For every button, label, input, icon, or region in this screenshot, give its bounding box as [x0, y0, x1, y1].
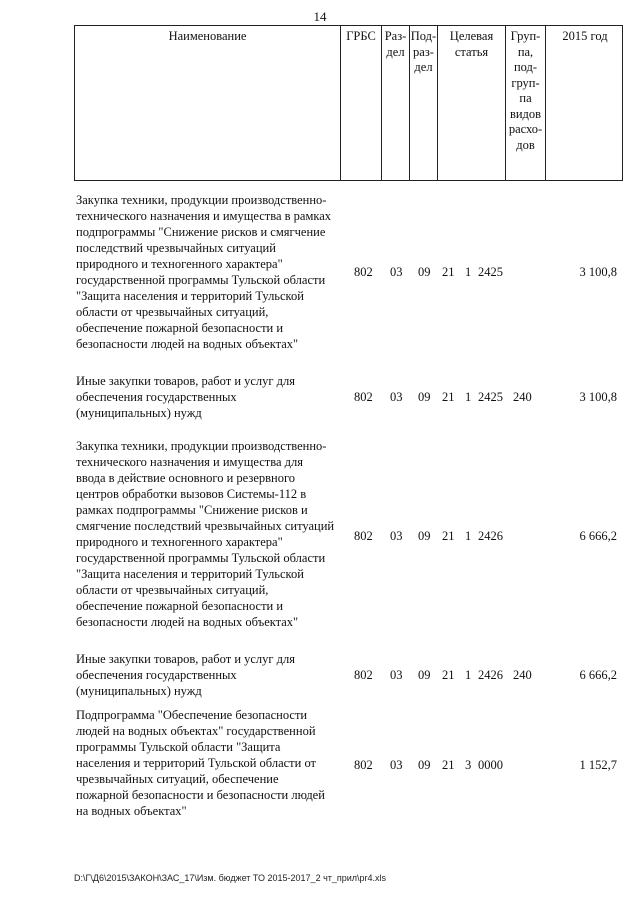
row-name: Закупка техники, продукции производственно- технического назначения и имущества в рамках подпрограммы "Снижение рисков и смягчение последствий чрезвычайных ситуаций природного и техногенного характера" государственной программы Тульской области "Защита населения и территорий Тульской области от чрезвычайных ситуаций, обеспечение пожарной безопасности и безопасности людей на водных объектах": [76, 193, 332, 351]
row-cs-direction: 0000: [478, 758, 503, 772]
row-vid-rashodov: 240: [513, 390, 532, 404]
row-cs-direction: 2426: [478, 529, 503, 543]
table-header: [74, 25, 623, 181]
row-amount: 3 100,8: [579, 265, 617, 279]
row-razdel: 03: [390, 668, 403, 682]
page-number: 14: [313, 9, 327, 24]
row-amount: 3 100,8: [579, 390, 617, 404]
row-cs-subprogram: 1: [465, 390, 472, 404]
row-razdel: 03: [390, 758, 403, 772]
header-year-2015: 2015 год: [562, 29, 608, 43]
row-cs-subprogram: 1: [465, 668, 472, 682]
header-podrazdel: Под- раз- дел: [410, 26, 438, 180]
header-gruppa-vidov-rashodov: Груп- па, под- груп- па видов расхо- дов: [506, 26, 546, 180]
row-cs-program: 21: [442, 529, 455, 543]
table-row: [74, 438, 623, 632]
row-podrazdel: 09: [418, 529, 431, 543]
table-row: [74, 651, 623, 701]
row-podrazdel: 09: [418, 390, 431, 404]
row-razdel: 03: [390, 529, 403, 543]
row-name: Иные закупки товаров, работ и услуг для обеспечения государственных (муниципальных) нужд: [76, 652, 296, 698]
row-podrazdel: 09: [418, 668, 431, 682]
row-amount: 1 152,7: [579, 758, 617, 772]
header-razdel: Раз- дел: [382, 26, 410, 180]
row-cs-program: 21: [442, 758, 455, 772]
row-cs-subprogram: 1: [465, 265, 472, 279]
row-grbs: 802: [354, 265, 373, 279]
row-amount: 6 666,2: [579, 529, 617, 543]
row-podrazdel: 09: [418, 758, 431, 772]
row-grbs: 802: [354, 668, 373, 682]
table-row: [74, 192, 623, 354]
header-name: Наименование: [75, 26, 341, 180]
row-razdel: 03: [390, 265, 403, 279]
row-vid-rashodov: 240: [513, 668, 532, 682]
row-cs-direction: 2426: [478, 668, 503, 682]
row-name: Закупка техники, продукции производственно- технического назначения и имущества для ввода в действие основного и резервного центров обработки вызовов Системы-112 в рамках подпрограммы "Снижение рисков и смягчение последствий чрезвычайных ситуаций природного и техногенного характера" государственной программы Тульской области "Защита населения и территорий Тульской области от чрезвычайных ситуаций, обеспечение пожарной безопасности и безопасности людей на водных объектах": [76, 439, 335, 629]
row-cs-subprogram: 1: [465, 529, 472, 543]
header-grbs: ГРБС: [341, 26, 382, 180]
row-cs-program: 21: [442, 390, 455, 404]
row-name: Подпрограмма "Обеспечение безопасности людей на водных объектах" государственной программы Тульской области "Защита населения и территорий Тульской области от чрезвычайных ситуаций, обеспечение пожарной безопасности и безопасности людей на водных объектах": [76, 708, 325, 818]
row-cs-direction: 2425: [478, 265, 503, 279]
row-grbs: 802: [354, 390, 373, 404]
row-razdel: 03: [390, 390, 403, 404]
row-name: Иные закупки товаров, работ и услуг для обеспечения государственных (муниципальных) нужд: [76, 374, 296, 420]
header-celevaya-statya: Целевая статья: [438, 26, 506, 180]
table-row: [74, 707, 623, 821]
row-podrazdel: 09: [418, 265, 431, 279]
row-grbs: 802: [354, 529, 373, 543]
file-path-footer: D:\Г\Д6\2015\ЗАКОН\ЗАС_17\Изм. бюджет ТО 2015-2017_2 чт_прил\pr4.xls: [74, 873, 387, 883]
table-row: [74, 373, 623, 423]
row-cs-program: 21: [442, 265, 455, 279]
row-cs-subprogram: 3: [465, 758, 472, 772]
row-amount: 6 666,2: [579, 668, 617, 682]
row-grbs: 802: [354, 758, 373, 772]
row-cs-program: 21: [442, 668, 455, 682]
row-cs-direction: 2425: [478, 390, 503, 404]
